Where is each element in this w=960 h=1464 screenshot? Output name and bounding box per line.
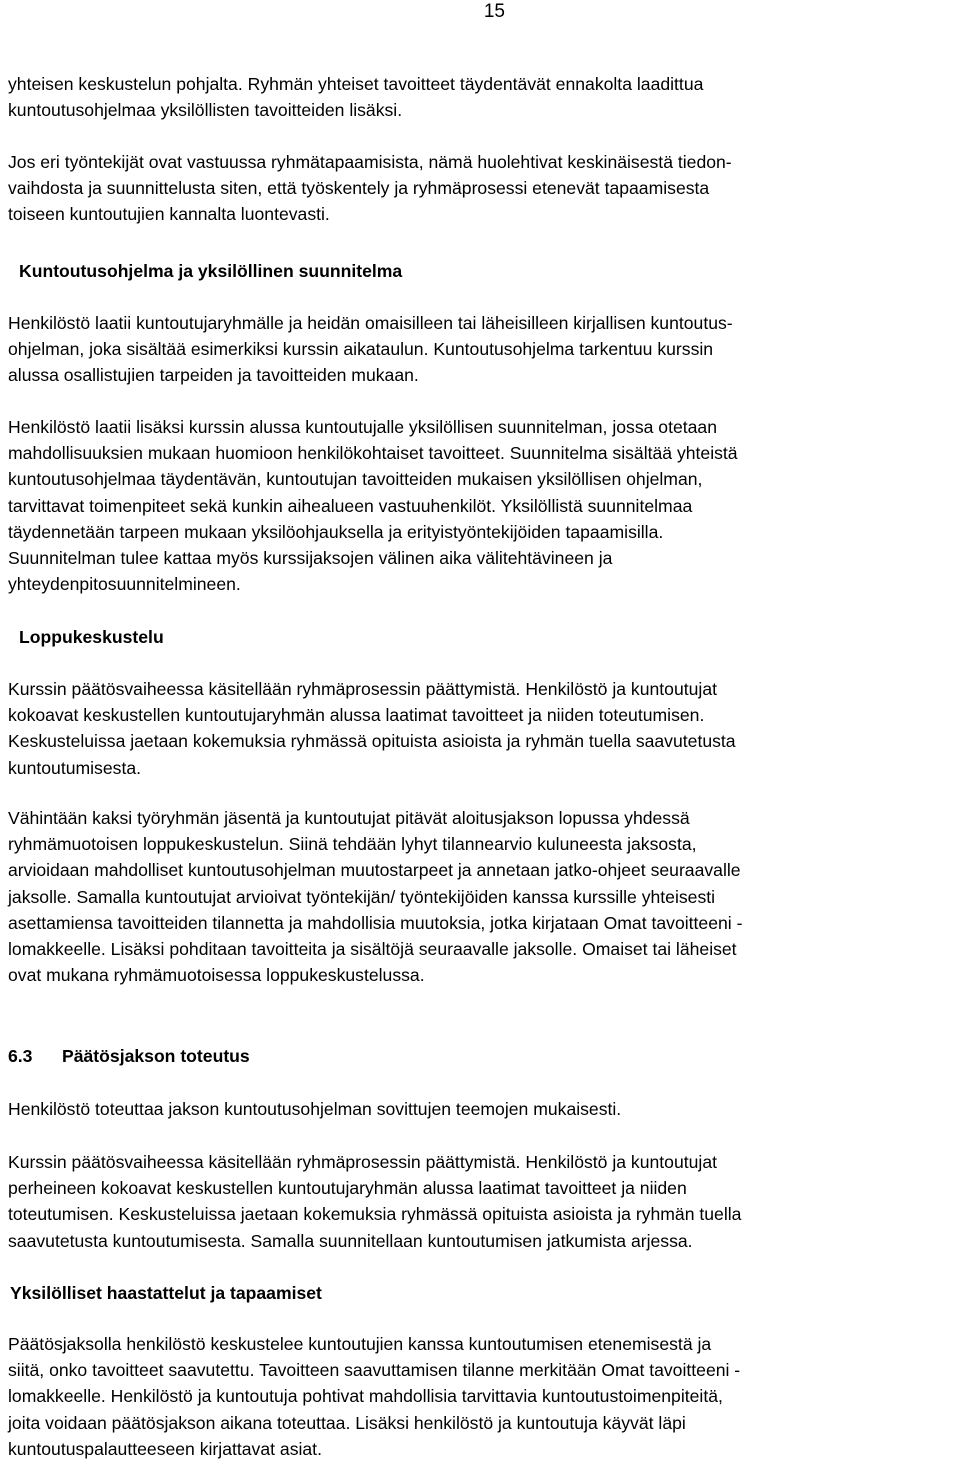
- section-title: Päätösjakson toteutus: [62, 1046, 250, 1066]
- paatos-paragraph-1: Henkilöstö toteuttaa jakson kuntoutusohjelman sovittujen teemojen mukaisesti.: [8, 1099, 622, 1119]
- paatos-paragraph-2: Kurssin päätösvaiheessa käsitellään ryhmäprosessin päättymistä. Henkilöstö ja kuntoutujat perheineen kokoavat keskustellen kuntoutujaryhmän alussa laatimat tavoitteet ja niiden toteutumisen. Keskusteluissa jaetaan kokemuksia ryhmässä opituista asioista ja ryhmän tuella saavutetusta kuntoutumisesta. Samalla suunnitellaan kuntoutumisen jatkumista arjessa.: [8, 1152, 742, 1251]
- section-number: 6.3: [8, 1046, 33, 1066]
- loppukeskustelu-paragraph-1: Kurssin päätösvaiheessa käsitellään ryhmäprosessin päättymistä. Henkilöstö ja kuntoutujat kokoavat keskustellen kuntoutujaryhmän alussa laatimat tavoitteet ja niiden toteutumisen. Keskusteluissa jaetaan kokemuksia ryhmässä opituista asioista ja ryhmän tuella saavutetusta kuntoutumisesta.: [8, 679, 736, 778]
- kuntoutusohjelma-paragraph-2: Henkilöstö laatii lisäksi kurssin alussa kuntoutujalle yksilöllisen suunnitelman, jossa otetaan mahdollisuuksien mukaan huomioon henkilökohtaiset tavoitteet. Suunnitelma sisältää yhteistä kuntoutusohjelmaa täydentävän, kuntoutujan tavoitteiden mukaisen yksilöllisen ohjelman, tarvittavat toimenpiteet sekä kunkin aihealueen vastuuhenkilöt. Yksilöllistä suunnitelmaa täydennetään tarpeen mukaan yksilöohjauksella ja erityistyöntekijöiden tapaamisilla. Suunnitelman tulee kattaa myös kurssijaksojen välinen aika välitehtävineen ja yhteydenpitosuunnitelmineen.: [8, 417, 738, 595]
- heading-kuntoutusohjelma: Kuntoutusohjelma ja yksilöllinen suunnitelma: [19, 261, 403, 281]
- yksilolliset-paragraph: Päätösjaksolla henkilöstö keskustelee kuntoutujien kanssa kuntoutumisen etenemisestä ja siitä, onko tavoitteet saavutettu. Tavoitteen saavuttamisen tilanne merkitään Omat tavoitteeni - lomakkeelle. Henkilöstö ja kuntoutuja pohtivat mahdollisia tarvittavia kuntoutustoimenpiteitä, joita voidaan päätösjakson aikana toteuttaa. Lisäksi henkilöstö ja kuntoutuja käyvät läpi kuntoutuspalautteeseen kirjattavat asiat.: [8, 1334, 741, 1459]
- loppukeskustelu-paragraph-2: Vähintään kaksi työryhmän jäsentä ja kuntoutujat pitävät aloitusjakson lopussa yhdessä ryhmämuotoisen loppukeskustelun. Siinä tehdään lyhyt tilannearvio kuluneesta jaksosta, arvioidaan mahdolliset kuntoutusohjelman muutostarpeet ja annetaan jatko-ohjeet seuraavalle jaksolle. Samalla kuntoutujat arvioivat työntekijän/ työntekijöiden kanssa kurssille yhteisesti asettamiensa tavoitteiden tilannetta ja mahdollisia muutoksia, jotka kirjataan Omat tavoitteeni - lomakkeelle. Lisäksi pohditaan tavoitteita ja sisältöjä seuraavalle jaksolle. Omaiset tai läheiset ovat mukana ryhmämuotoisessa loppukeskustelussa.: [8, 808, 743, 986]
- kuntoutusohjelma-paragraph-1: Henkilöstö laatii kuntoutujaryhmälle ja heidän omaisilleen tai läheisilleen kirjallisen kuntoutus- ohjelman, joka sisältää esimerkiksi kurssin aikataulun. Kuntoutusohjelma tarkentuu kurssin alussa osallistujien tarpeiden ja tavoitteiden mukaan.: [8, 313, 733, 386]
- heading-loppukeskustelu: Loppukeskustelu: [19, 627, 164, 647]
- intro-paragraph-2: Jos eri työntekijät ovat vastuussa ryhmätapaamisista, nämä huolehtivat keskinäisestä tiedon- vaihdosta ja suunnittelusta siten, että työskentely ja ryhmäprosessi etenevät tapaamisesta toiseen kuntoutujien kannalta luontevasti.: [8, 152, 732, 225]
- page-number: 15: [483, 1, 505, 22]
- heading-yksilolliset: Yksilölliset haastattelut ja tapaamiset: [10, 1283, 322, 1303]
- section-heading: [8, 1044, 250, 1068]
- intro-paragraph-1: yhteisen keskustelun pohjalta. Ryhmän yhteiset tavoitteet täydentävät ennakolta laadittua kuntoutusohjelmaa yksilöllisten tavoitteiden lisäksi.: [8, 74, 704, 121]
